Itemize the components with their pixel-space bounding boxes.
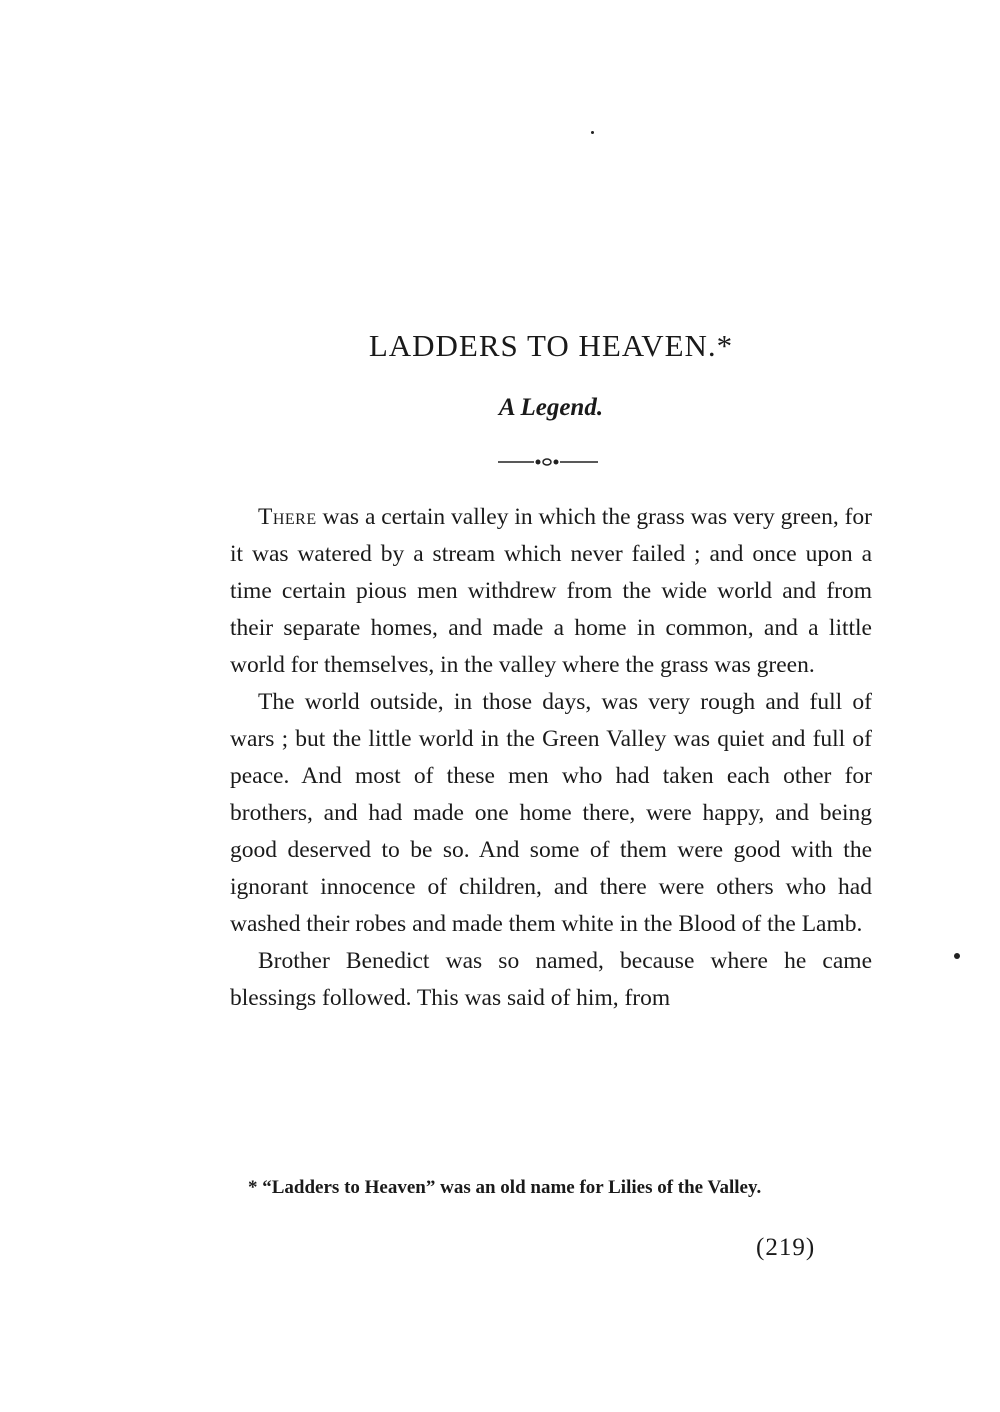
paragraph-lead: There — [258, 504, 317, 530]
page-number: (219) — [756, 1234, 816, 1261]
print-speck — [591, 131, 594, 134]
flourish-divider-icon — [498, 455, 598, 469]
paragraph-text: Brother Benedict was so named, because where he came blessings followed. This was said of him, from — [230, 948, 872, 1011]
paragraph-text: The world outside, in those days, was very rough and full of wars ; but the little world in the Green Valley was quiet and full of peace. And most of these men who had taken each other for brothers, and had made one home there, were happy, and being good deserved to be so. And some of them were good with the ignorant innocence of children, and there were others who had washed their robes and made them white in the Blood of the Lamb. — [230, 689, 872, 937]
chapter-title: LADDERS TO HEAVEN.* — [368, 328, 734, 363]
footnote: * “Ladders to Heaven” was an old name for Lilies of the Valley. — [248, 1177, 762, 1198]
body-text — [230, 499, 872, 1017]
paragraph — [230, 499, 872, 684]
chapter-subtitle: A Legend. — [498, 394, 604, 421]
paragraph-text: was a certain valley in which the grass was very green, for it was watered by a stream which never failed ; and once upon a time certain pious men withdrew from the wide world and from their separate homes, and made a home in common, and a little world for themselves, in the valley where the grass was green. — [230, 504, 872, 678]
print-speck — [954, 953, 960, 959]
paragraph — [230, 943, 872, 1017]
paragraph — [230, 684, 872, 943]
